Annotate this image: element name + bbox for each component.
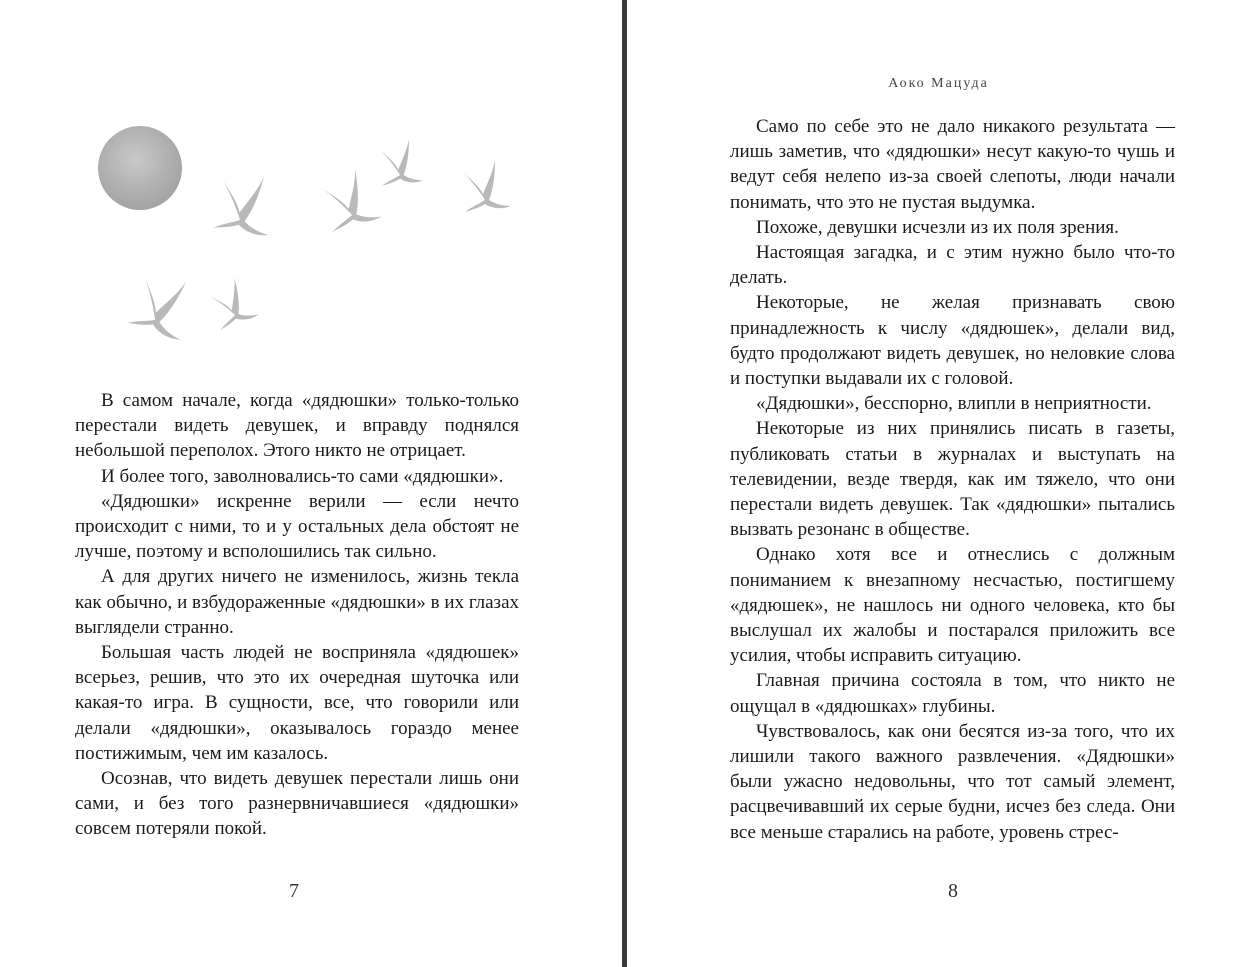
running-header-author: Аоко Мацуда	[888, 76, 989, 91]
paragraph: Некоторые, не желая признавать свою принадлежность к числу «дядюшек», делали вид, будто продолжают видеть девушек, но неловкие слова и поступки выдавали их с головой.	[730, 292, 1175, 390]
bird-icon	[318, 167, 382, 233]
paragraph: Некоторые из них принялись писать в газеты, публиковать статьи в журналах и выступать на телевидении, везде твердя, как им тяжело, что они перестали видеть девушек. Так «дядюшки» пытались вызвать резонанс в обществе.	[730, 418, 1175, 541]
left-page-body	[75, 388, 519, 842]
paragraph: Главная причина состояла в том, что никто не ощущал в «дядюшках» глубины.	[730, 670, 1175, 717]
paragraph: В самом начале, когда «дядюшки» только-только перестали видеть девушек, и вправду поднялся небольшой переполох. Этого никто не отрицает.	[75, 390, 519, 462]
paragraph: И более того, заволновались-то сами «дядюшки».	[101, 465, 504, 487]
paragraph: Настоящая загадка, и с этим нужно было что-то делать.	[730, 242, 1175, 289]
paragraph: Большая часть людей не восприняла «дядюшек» всерьез, решив, что это их очередная шуточка или какая-то игра. В сущности, все, что говорили или делали «дядюшки», оказывалось гораздо менее постижимым, чем им казалось.	[75, 642, 519, 764]
page-number-right: 8	[948, 880, 958, 902]
paragraph: «Дядюшки», бесспорно, влипли в неприятности.	[756, 393, 1152, 415]
paragraph: Похоже, девушки исчезли из их поля зрения.	[756, 216, 1119, 238]
bird-icon	[123, 264, 204, 346]
paragraph: Чувствовалось, как они бесятся из-за того, что их лишили такого важного развлечения. «Дядюшки» были ужасно недовольны, что тот самый элемент, расцвечивавший их серые будни, исчез без следа. Они все меньше старались на работе, уровень стрес-	[730, 720, 1175, 843]
bird-icon	[208, 166, 282, 242]
right-page-body	[730, 114, 1175, 845]
left-page	[0, 0, 622, 967]
paragraph: Само по себе это не дало никакого результата — лишь заметив, что «дядюшки» несут какую-то чушь и ведут себя нелепо из-за своей слепоты, люди начали понимать, что это не пустая выдумка.	[730, 116, 1175, 213]
right-page	[627, 0, 1250, 967]
paragraph: Однако хотя все и отнеслись с должным пониманием к внезапному несчастью, постигшему «дядюшек», не нашлось ни одного человека, кто бы выслушал их жалобы и постарался приложить все усилия, чтобы исправить ситуацию.	[730, 544, 1175, 667]
moon-and-birds-illustration	[90, 120, 530, 370]
bird-icon	[461, 160, 511, 212]
moon-icon	[98, 126, 182, 210]
paragraph: «Дядюшки» искренне верили — если нечто происходит с ними, то и у остальных дела обстоят не лучше, поэтому и всполошились так сильно.	[75, 490, 519, 563]
paragraph: А для других ничего не изменилось, жизнь текла как обычно, и взбудораженные «дядюшки» в их глазах выглядели странно.	[75, 566, 519, 638]
bird-icon	[378, 139, 423, 186]
page-number-left: 7	[289, 880, 299, 902]
paragraph: Осознав, что видеть девушек перестали лишь они сами, и без того разнервничавшиеся «дядюшки» совсем потеряли покой.	[75, 768, 519, 840]
bird-icon	[205, 274, 261, 331]
